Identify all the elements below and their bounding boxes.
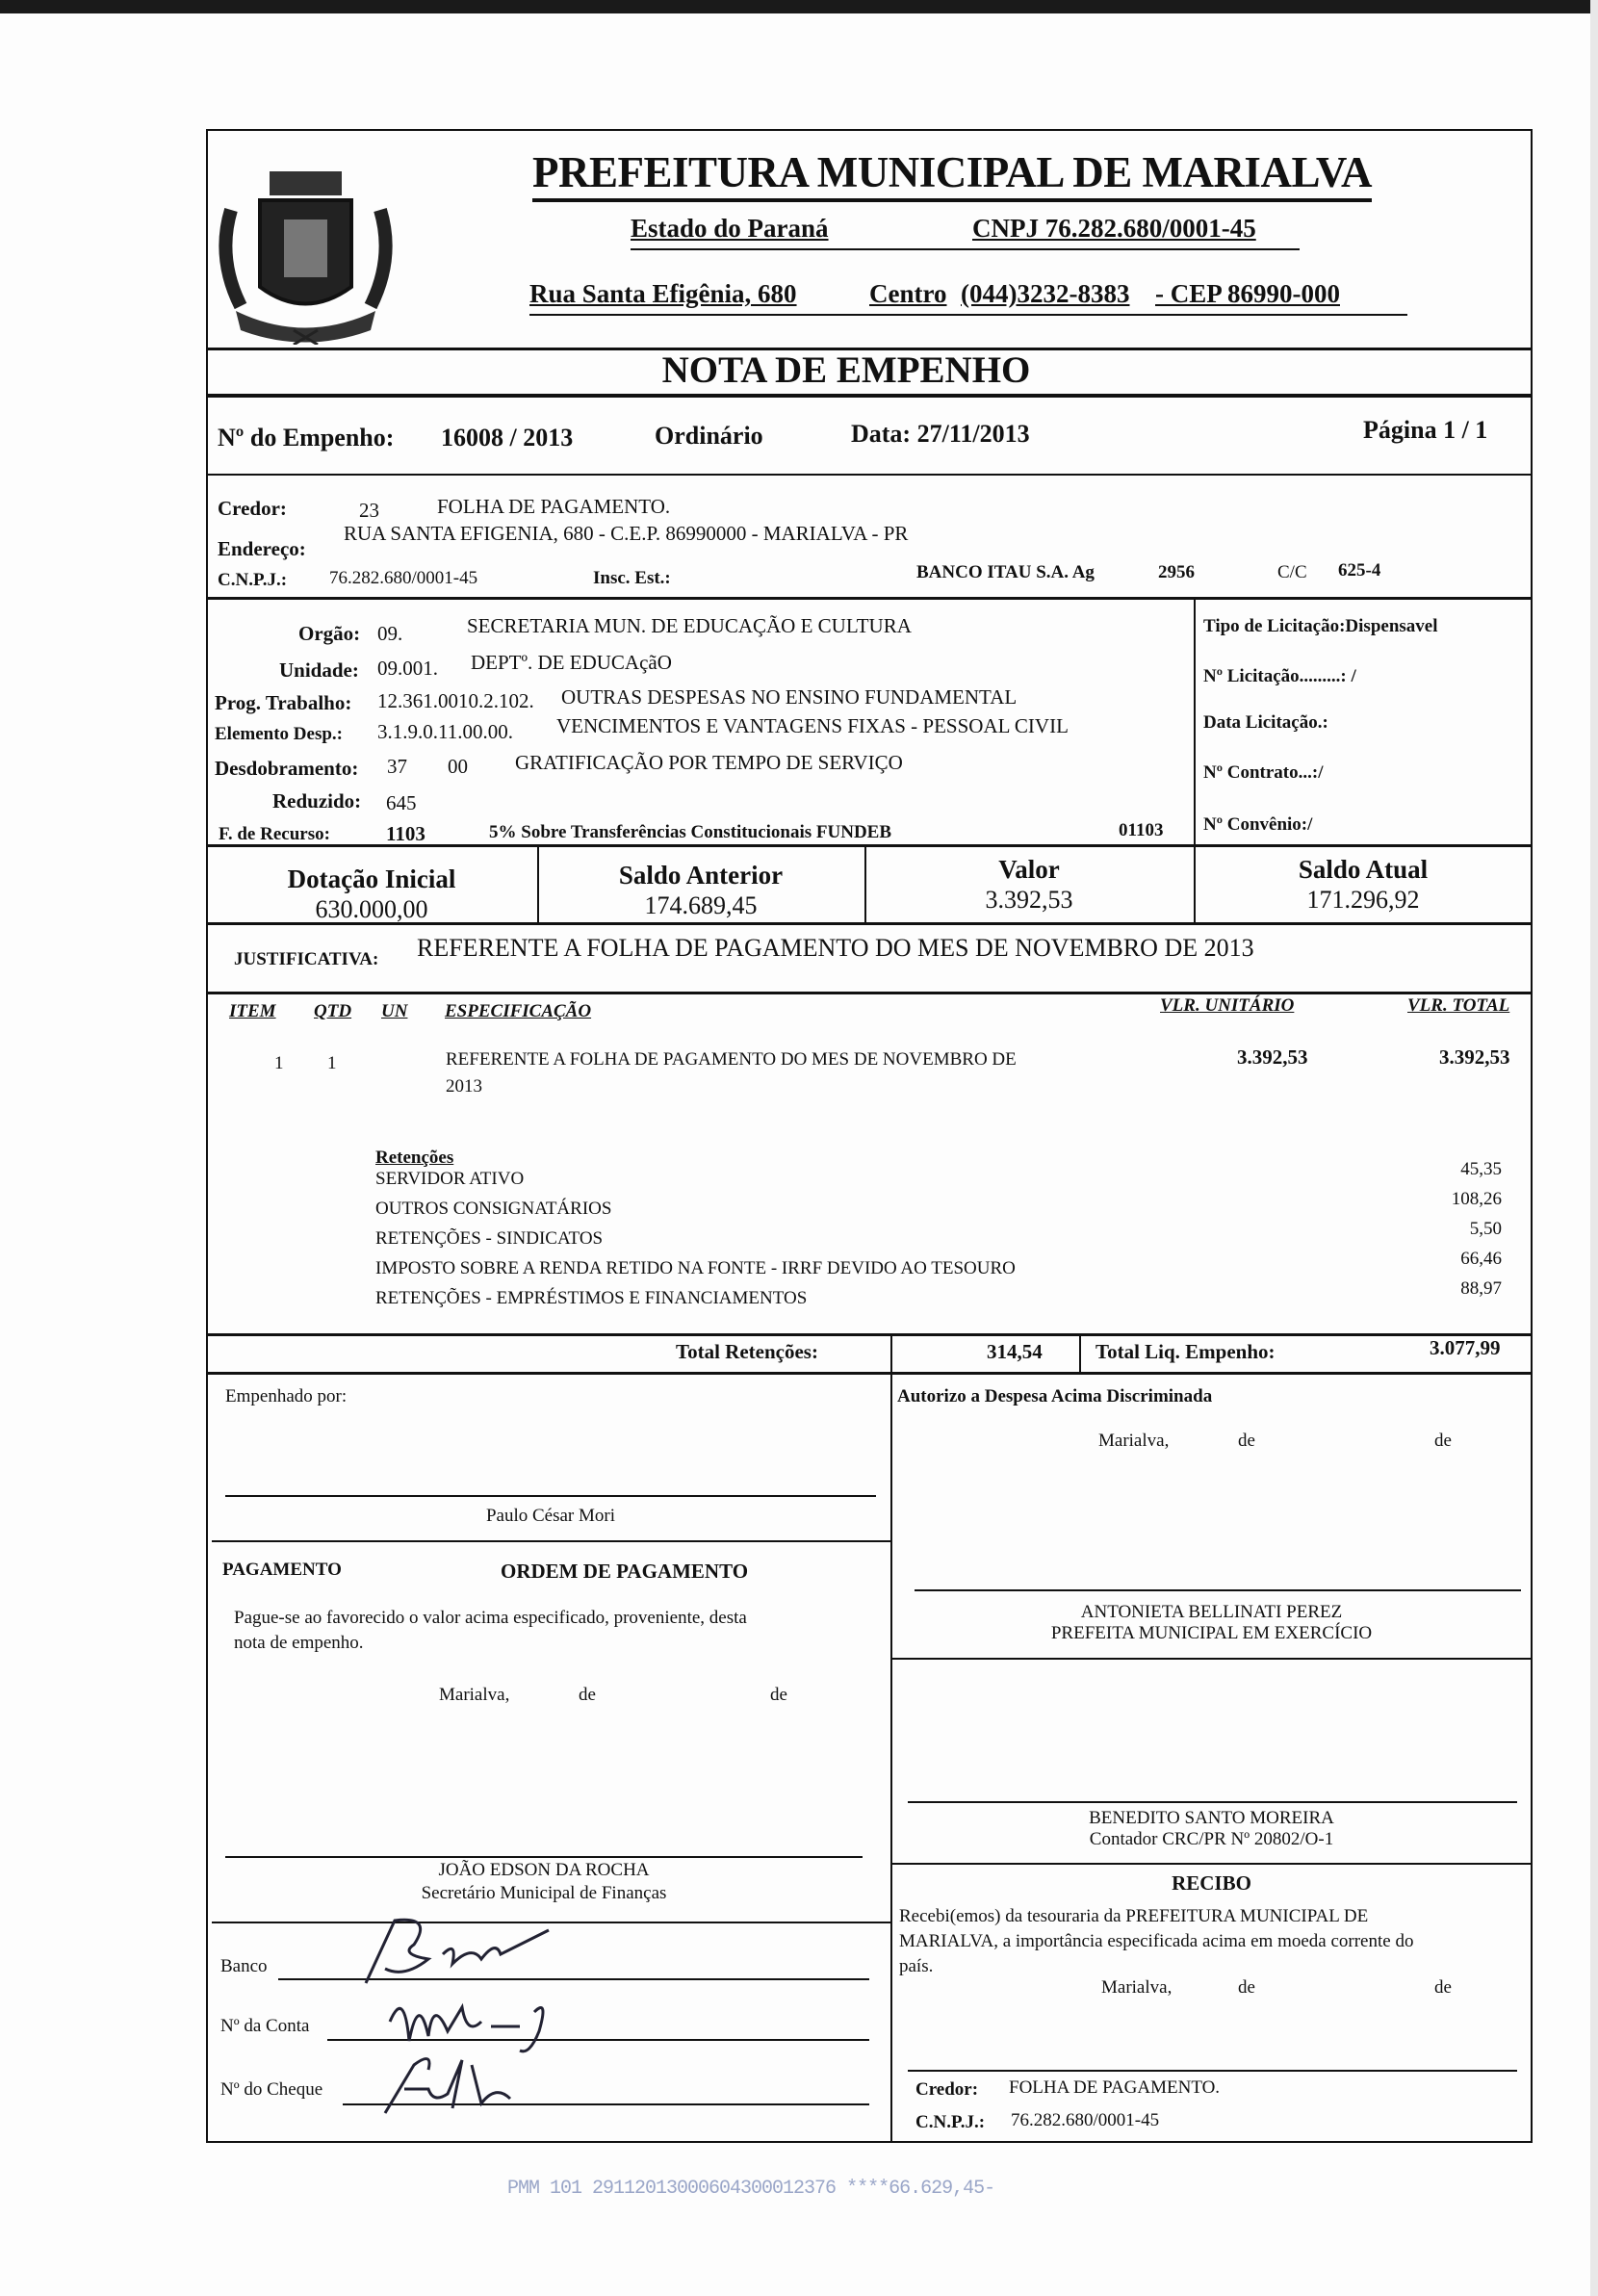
- divider: [890, 1863, 1533, 1865]
- orgao-label: Orgão:: [298, 622, 361, 645]
- conta-label: Nº da Conta: [220, 2016, 310, 2036]
- divider: [890, 1333, 892, 1373]
- divider: [529, 314, 1407, 316]
- dotacao-label: Dotação Inicial: [287, 864, 456, 893]
- justificativa-label: JUSTIFICATIVA:: [234, 949, 379, 969]
- recurso-code: 1103: [386, 822, 425, 845]
- handwritten-bank-signature: [327, 1911, 558, 1988]
- desdobramento-desc: GRATIFICAÇÃO POR TEMPO DE SERVIÇO: [515, 751, 903, 774]
- elemento-code: 3.1.9.0.11.00.00.: [377, 720, 513, 743]
- total-liquido-value: 3.077,99: [1430, 1336, 1501, 1359]
- authentication-stamp: PMM 101 29112013000604300012376 ****66.629,45-: [507, 2178, 995, 2200]
- retencao-value: 5,50: [1469, 1219, 1502, 1239]
- recurso-code2: 01103: [1119, 820, 1164, 840]
- reduzido-code: 645: [386, 791, 417, 814]
- retencao-value: 66,46: [1460, 1249, 1502, 1269]
- banco-label: Banco: [220, 1956, 268, 1976]
- place-label: Marialva,: [439, 1685, 510, 1705]
- recibo-text-cont: MARIALVA, a importância especificada acima em moeda corrente do: [899, 1931, 1414, 1951]
- signature-line: [225, 1856, 863, 1858]
- date-de: de: [770, 1685, 787, 1705]
- divider: [890, 1658, 1533, 1660]
- page-number: Página 1 / 1: [1363, 416, 1488, 444]
- divider: [631, 248, 1300, 250]
- scan-border: [1590, 0, 1598, 2296]
- empenho-number: 16008 / 2013: [441, 424, 574, 451]
- elemento-label: Elemento Desp.:: [215, 724, 343, 744]
- bank-name: BANCO ITAU S.A. Ag: [916, 562, 1095, 582]
- pagamento-label: PAGAMENTO: [222, 1560, 342, 1580]
- state-label: Estado do Paraná: [631, 214, 829, 243]
- total-retencoes-value: 314,54: [987, 1340, 1043, 1363]
- credor-name: FOLHA DE PAGAMENTO.: [437, 495, 671, 518]
- item-spec: REFERENTE A FOLHA DE PAGAMENTO DO MES DE NOVEMBRO DE: [446, 1049, 1017, 1070]
- divider: [1194, 597, 1196, 845]
- empenhado-por-label: Empenhado por:: [225, 1386, 348, 1406]
- retencoes-title: Retenções: [375, 1148, 454, 1168]
- numero-convenio: Nº Convênio:/: [1203, 814, 1313, 835]
- recibo-title: RECIBO: [1172, 1871, 1251, 1895]
- reduzido-label: Reduzido:: [272, 789, 362, 813]
- divider: [206, 844, 1533, 847]
- divider: [890, 1373, 892, 2143]
- divider: [206, 1372, 1533, 1375]
- empenho-label: Nº do Empenho:: [218, 424, 395, 451]
- recibo-cnpj: 76.282.680/0001-45: [1011, 2110, 1160, 2130]
- orgao-code: 09.: [377, 622, 403, 645]
- item-qtd: 1: [327, 1053, 337, 1073]
- empenho-type: Ordinário: [655, 422, 763, 450]
- place-label: Marialva,: [1098, 1431, 1170, 1451]
- date-de: de: [579, 1685, 596, 1705]
- signer-empenho: Paulo César Mori: [485, 1506, 616, 1526]
- header-item: ITEM: [229, 1001, 276, 1021]
- data-licitacao: Data Licitação.:: [1203, 712, 1328, 733]
- mayor-title: PREFEITA MUNICIPAL EM EXERCÍCIO: [1050, 1623, 1373, 1643]
- elemento-desc: VENCIMENTOS E VANTAGENS FIXAS - PESSOAL CIVIL: [556, 714, 1069, 737]
- address-header: Rua Santa Efigênia, 680: [529, 279, 797, 308]
- recibo-credor-label: Credor:: [915, 2079, 979, 2100]
- desdobramento-code2: 00: [448, 755, 468, 778]
- coat-of-arms-logo: [212, 152, 400, 345]
- header-unit-value: VLR. UNITÁRIO: [1160, 995, 1295, 1016]
- numero-contrato: Nº Contrato...:/: [1203, 762, 1324, 783]
- item-number: 1: [274, 1053, 284, 1073]
- document-title: NOTA DE EMPENHO: [661, 349, 1031, 391]
- retencao-label: RETENÇÕES - EMPRÉSTIMOS E FINANCIAMENTOS: [375, 1288, 808, 1308]
- cnpj-label: C.N.P.J.:: [218, 570, 288, 590]
- credor-code: 23: [359, 499, 379, 522]
- tipo-licitacao: Tipo de Licitação:Dispensavel: [1203, 616, 1438, 636]
- numero-licitacao: Nº Licitação.........: /: [1203, 666, 1356, 686]
- recurso-desc: 5% Sobre Transferências Constitucionais FUNDEB: [489, 822, 892, 842]
- retencao-value: 45,35: [1460, 1159, 1502, 1179]
- accountant-name: BENEDITO SANTO MOREIRA: [1089, 1808, 1334, 1828]
- divider: [206, 597, 1533, 600]
- header-total-value: VLR. TOTAL: [1407, 995, 1510, 1016]
- desdobramento-code: 37: [387, 755, 407, 778]
- recibo-credor-name: FOLHA DE PAGAMENTO.: [1009, 2077, 1221, 2098]
- retencao-label: OUTROS CONSIGNATÁRIOS: [375, 1199, 612, 1219]
- header-un: UN: [381, 1001, 408, 1021]
- total-liquido-label: Total Liq. Empenho:: [1095, 1340, 1276, 1363]
- retencao-label: SERVIDOR ATIVO: [375, 1169, 525, 1189]
- scan-border: [0, 0, 1598, 13]
- orgao-desc: SECRETARIA MUN. DE EDUCAÇÃO E CULTURA: [467, 614, 912, 637]
- cep-header: - CEP 86990-000: [1155, 279, 1340, 308]
- divider: [1079, 1333, 1081, 1373]
- recurso-label: F. de Recurso:: [219, 824, 330, 844]
- date-de: de: [1434, 1977, 1452, 1998]
- divider: [206, 992, 1533, 994]
- empenho-date: Data: 27/11/2013: [851, 420, 1030, 448]
- retencao-label: IMPOSTO SOBRE A RENDA RETIDO NA FONTE - IRRF DEVIDO AO TESOURO: [375, 1258, 1016, 1278]
- phone-header: (044)3232-8383: [961, 279, 1130, 308]
- signature-line: [915, 1589, 1521, 1591]
- recibo-cnpj-label: C.N.P.J.:: [915, 2112, 986, 2132]
- header-qtd: QTD: [314, 1001, 352, 1021]
- divider: [206, 474, 1533, 476]
- mayor-name: ANTONIETA BELLINATI PEREZ: [1080, 1602, 1343, 1622]
- ordem-pagamento-title: ORDEM DE PAGAMENTO: [501, 1560, 749, 1583]
- signature-line: [908, 1801, 1517, 1803]
- date-de: de: [1238, 1977, 1255, 1998]
- divider: [206, 1333, 1533, 1336]
- saldo-anterior-value: 174.689,45: [644, 891, 758, 919]
- valor-label: Valor: [998, 855, 1060, 884]
- item-total-value: 3.392,53: [1439, 1045, 1510, 1069]
- cc-label: C/C: [1277, 562, 1307, 582]
- recibo-text: Recebi(emos) da tesouraria da PREFEITURA MUNICIPAL DE: [899, 1906, 1369, 1926]
- pague-text-cont: nota de empenho.: [234, 1633, 364, 1653]
- saldo-anterior-label: Saldo Anterior: [618, 861, 784, 890]
- cc-number: 625-4: [1338, 560, 1381, 580]
- item-unit-value: 3.392,53: [1237, 1045, 1308, 1069]
- pague-text: Pague-se ao favorecido o valor acima especificado, proveniente, desta: [234, 1608, 747, 1628]
- prog-code: 12.361.0010.2.102.: [377, 689, 534, 712]
- place-label: Marialva,: [1101, 1977, 1173, 1998]
- retencao-value: 88,97: [1460, 1278, 1502, 1299]
- signature-line: [225, 1495, 876, 1497]
- handwritten-cheque-signature: [375, 2046, 568, 2118]
- insc-label: Insc. Est.:: [593, 568, 671, 588]
- desdobramento-label: Desdobramento:: [215, 757, 359, 780]
- address-label: Endereço:: [218, 537, 306, 560]
- saldo-atual-value: 171.296,92: [1306, 886, 1420, 914]
- unidade-desc: DEPTº. DE EDUCAçãO: [471, 651, 672, 674]
- retencao-label: RETENÇÕES - SINDICATOS: [375, 1228, 604, 1249]
- date-de: de: [1238, 1431, 1255, 1451]
- secretary-name: JOÃO EDSON DA ROCHA: [438, 1860, 650, 1880]
- cheque-label: Nº do Cheque: [220, 2079, 323, 2100]
- date-de: de: [1434, 1431, 1452, 1451]
- bank-agency: 2956: [1158, 562, 1195, 582]
- valor-value: 3.392,53: [985, 886, 1073, 914]
- dotacao-value: 630.000,00: [315, 895, 428, 923]
- prog-desc: OUTRAS DESPESAS NO ENSINO FUNDAMENTAL: [561, 685, 1018, 709]
- municipality-title: PREFEITURA MUNICIPAL DE MARIALVA: [532, 146, 1372, 202]
- divider: [206, 922, 1533, 925]
- secretary-title: Secretário Municipal de Finanças: [421, 1883, 667, 1903]
- total-retencoes-label: Total Retenções:: [676, 1340, 818, 1363]
- divider: [212, 1540, 890, 1542]
- credor-label: Credor:: [218, 497, 287, 520]
- header-spec: ESPECIFICAÇÃO: [445, 1001, 592, 1021]
- cnpj-header: CNPJ 76.282.680/0001-45: [972, 214, 1256, 243]
- saldo-atual-label: Saldo Atual: [1298, 855, 1429, 884]
- retencao-value: 108,26: [1451, 1189, 1502, 1209]
- item-spec-cont: 2013: [446, 1076, 482, 1096]
- prog-label: Prog. Trabalho:: [215, 691, 352, 714]
- autorizo-label: Autorizo a Despesa Acima Discriminada: [897, 1386, 1213, 1406]
- unidade-label: Unidade:: [279, 658, 359, 682]
- accountant-title: Contador CRC/PR Nº 20802/O-1: [1089, 1829, 1334, 1849]
- justificativa-text: REFERENTE A FOLHA DE PAGAMENTO DO MES DE NOVEMBRO DE 2013: [417, 934, 1254, 962]
- signature-line: [908, 2070, 1517, 2072]
- unidade-code: 09.001.: [377, 657, 438, 680]
- credor-address: RUA SANTA EFIGENIA, 680 - C.E.P. 86990000 - MARIALVA - PR: [344, 522, 909, 545]
- credor-cnpj: 76.282.680/0001-45: [329, 568, 478, 588]
- district-header: Centro: [869, 279, 947, 308]
- divider: [206, 394, 1533, 398]
- recibo-text-cont: país.: [899, 1956, 934, 1976]
